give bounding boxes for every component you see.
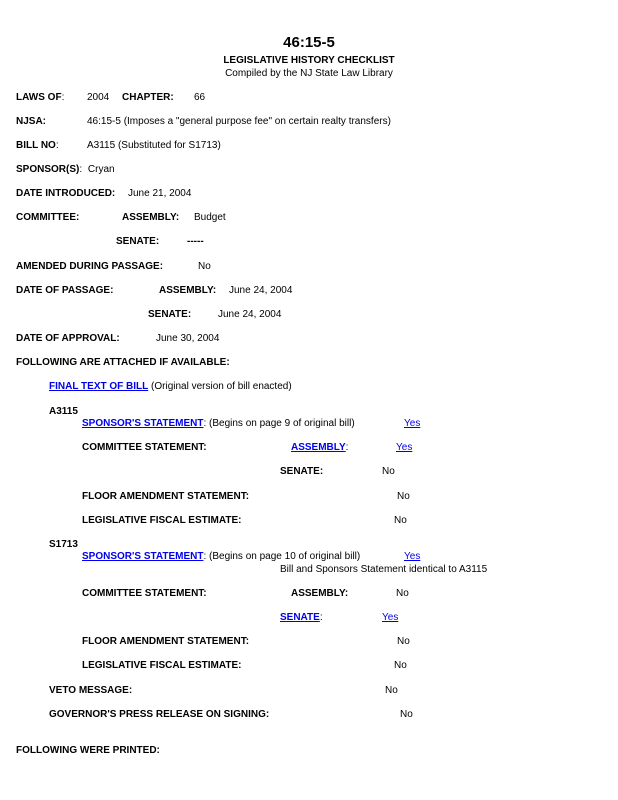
- s1713-senate-row: [280, 613, 323, 623]
- amended-label: AMENDED DURING PASSAGE:: [16, 261, 164, 272]
- sponsors-row: [16, 165, 115, 175]
- a3115-assembly-yes-link[interactable]: Yes: [396, 442, 413, 453]
- sponsors-value: Cryan: [87, 164, 115, 175]
- veto-message-value: No: [385, 685, 398, 696]
- passage-senate-value: June 24, 2004: [218, 309, 282, 320]
- s1713-sponsor-statement-yes-link[interactable]: Yes: [404, 551, 421, 562]
- committee-assembly-label: ASSEMBLY:: [122, 212, 180, 223]
- page-title: 46:15-5: [283, 34, 335, 51]
- date-of-passage-label: DATE OF PASSAGE:: [16, 285, 114, 296]
- s1713-committee-statement-label: COMMITTEE STATEMENT:: [82, 588, 207, 599]
- chapter-label: CHAPTER:: [122, 92, 174, 103]
- sponsors-colon: :: [79, 164, 83, 175]
- page-subtitle: LEGISLATIVE HISTORY CHECKLIST: [223, 55, 395, 66]
- bill-no-label: BILL NO: [16, 140, 56, 151]
- s1713-floor-amendment-label: FLOOR AMENDMENT STATEMENT:: [82, 636, 250, 647]
- a3115-sponsor-statement-link[interactable]: SPONSOR'S STATEMENT: [82, 418, 204, 429]
- compiled-by: Compiled by the NJ State Law Library: [225, 68, 393, 79]
- bill-no-row: [16, 141, 59, 151]
- s1713-identical-note: Bill and Sponsors Statement identical to A3115: [280, 564, 488, 575]
- date-of-approval-label: DATE OF APPROVAL:: [16, 333, 120, 344]
- s1713-sponsor-statement-link[interactable]: SPONSOR'S STATEMENT: [82, 551, 204, 562]
- a3115-sponsor-statement-yes-link[interactable]: Yes: [404, 418, 421, 429]
- bill-no-colon: :: [55, 140, 59, 151]
- a3115-sponsor-statement-row: [82, 419, 355, 429]
- final-text-note: (Original version of bill enacted): [151, 381, 292, 392]
- date-introduced-value: June 21, 2004: [128, 188, 192, 199]
- a3115-floor-amendment-value: No: [397, 491, 410, 502]
- laws-of-colon: :: [61, 92, 65, 103]
- bill-no-value: A3115 (Substituted for S1713): [87, 140, 221, 151]
- a3115-fiscal-estimate-label: LEGISLATIVE FISCAL ESTIMATE:: [82, 515, 242, 526]
- final-text-row: [49, 382, 292, 392]
- s1713-label: S1713: [49, 539, 78, 550]
- amended-value: No: [198, 261, 211, 272]
- s1713-assembly-label: ASSEMBLY:: [291, 588, 349, 599]
- a3115-assembly-row: [291, 443, 348, 453]
- laws-of-row: [16, 93, 64, 103]
- s1713-senate-colon: :: [319, 612, 323, 623]
- a3115-fiscal-estimate-value: No: [394, 515, 407, 526]
- chapter-value: 66: [194, 92, 206, 103]
- s1713-senate-link[interactable]: SENATE: [280, 612, 320, 623]
- printed-heading: FOLLOWING WERE PRINTED:: [16, 745, 160, 756]
- s1713-senate-yes-link[interactable]: Yes: [382, 612, 399, 623]
- a3115-senate-value: No: [382, 466, 395, 477]
- s1713-fiscal-estimate-label: LEGISLATIVE FISCAL ESTIMATE:: [82, 660, 242, 671]
- a3115-floor-amendment-label: FLOOR AMENDMENT STATEMENT:: [82, 491, 250, 502]
- governor-press-release-label: GOVERNOR'S PRESS RELEASE ON SIGNING:: [49, 709, 270, 720]
- s1713-floor-amendment-value: No: [397, 636, 410, 647]
- committee-assembly-value: Budget: [194, 212, 226, 223]
- committee-senate-label: SENATE:: [116, 236, 160, 247]
- a3115-senate-label: SENATE:: [280, 466, 324, 477]
- laws-of-label: LAWS OF: [16, 92, 62, 103]
- njsa-value: 46:15-5 (Imposes a "general purpose fee" on certain realty transfers): [87, 116, 391, 127]
- attached-heading: FOLLOWING ARE ATTACHED IF AVAILABLE:: [16, 357, 230, 368]
- s1713-sponsor-statement-note: : (Begins on page 10 of original bill): [203, 551, 361, 562]
- date-introduced-label: DATE INTRODUCED:: [16, 188, 116, 199]
- s1713-sponsor-statement-row: [82, 552, 360, 562]
- committee-senate-value: -----: [187, 236, 204, 247]
- a3115-label: A3115: [49, 406, 78, 417]
- njsa-label: NJSA:: [16, 116, 47, 127]
- committee-label: COMMITTEE:: [16, 212, 80, 223]
- s1713-fiscal-estimate-value: No: [394, 660, 407, 671]
- final-text-link[interactable]: FINAL TEXT OF BILL: [49, 381, 149, 392]
- passage-senate-label: SENATE:: [148, 309, 192, 320]
- s1713-assembly-value: No: [396, 588, 409, 599]
- a3115-assembly-link[interactable]: ASSEMBLY: [291, 442, 346, 453]
- laws-of-year: 2004: [87, 92, 110, 103]
- veto-message-label: VETO MESSAGE:: [49, 685, 133, 696]
- passage-assembly-label: ASSEMBLY:: [159, 285, 217, 296]
- passage-assembly-value: June 24, 2004: [229, 285, 293, 296]
- a3115-assembly-colon: :: [345, 442, 349, 453]
- sponsors-label: SPONSOR(S): [16, 164, 80, 175]
- a3115-committee-statement-label: COMMITTEE STATEMENT:: [82, 442, 207, 453]
- date-of-approval-value: June 30, 2004: [156, 333, 220, 344]
- a3115-sponsor-statement-note: : (Begins on page 9 of original bill): [203, 418, 355, 429]
- governor-press-release-value: No: [400, 709, 413, 720]
